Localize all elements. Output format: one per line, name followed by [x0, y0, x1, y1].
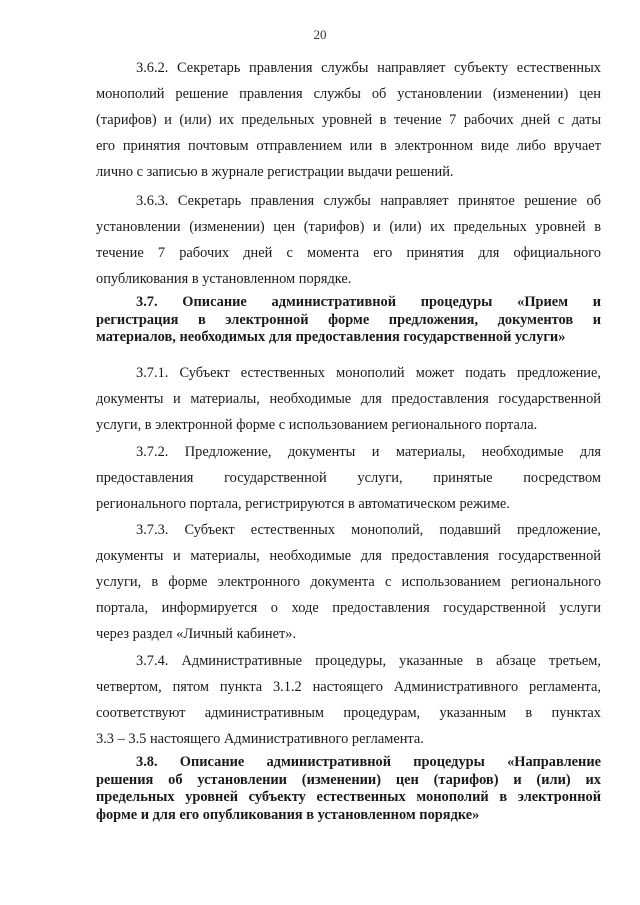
text-line: лично с записью в журнале регистрации выдачи решений.	[96, 164, 454, 180]
heading-line: предельных уровней субъекту естественных монополий в электронной	[96, 789, 601, 805]
text-line: документы и материалы, необходимые для предоставления государственной	[96, 391, 601, 407]
paragraph-3-6-2	[96, 55, 601, 185]
section-heading-3-7	[96, 294, 601, 347]
text-line: установлении (изменении) цен (тарифов) и (или) их предельных уровней в	[96, 219, 601, 235]
paragraph-3-7-2	[96, 439, 601, 517]
text-line: монополий решение правления службы об установлении (изменении) цен	[96, 86, 601, 102]
text-line: течение 7 рабочих дней с момента его принятия для официального	[96, 245, 601, 261]
text-line: услуги, в электронной форме с использованием регионального портала.	[96, 417, 538, 433]
text-line: портала, информируется о ходе предоставления государственной услуги	[96, 600, 601, 616]
text-line: его принятия почтовым отправлением или в электронном виде либо вручает	[96, 138, 601, 154]
text-line: предоставления государственной услуги, принятые посредством	[96, 470, 601, 486]
text-line: 3.3 – 3.5 настоящего Административного регламента.	[96, 731, 424, 747]
paragraph-3-6-3	[96, 188, 601, 292]
text-line: 3.6.3. Секретарь правления службы направляет принятое решение об	[136, 193, 601, 209]
section-heading-3-8	[96, 754, 601, 824]
text-line: 3.6.2. Секретарь правления службы направляет субъекту естественных	[136, 60, 601, 76]
text-line: четвертом, пятом пункта 3.1.2 настоящего Административного регламента,	[96, 679, 601, 695]
heading-line: решения об установлении (изменении) цен (тарифов) и (или) их	[96, 771, 601, 788]
text-line: 3.7.1. Субъект естественных монополий может подать предложение,	[136, 365, 601, 381]
heading-line: 3.8. Описание административной процедуры «Направление	[136, 754, 601, 770]
heading-line: регистрация в электронной форме предложения, документов и	[96, 311, 601, 328]
paragraph-3-7-3	[96, 517, 601, 647]
page-number: 20	[313, 27, 327, 42]
text-line: (тарифов) и (или) их предельных уровней в течение 7 рабочих дней с даты	[96, 112, 601, 128]
text-line: 3.7.2. Предложение, документы и материалы, необходимые для	[136, 444, 601, 460]
text-line: соответствуют административным процедурам, указанным в пунктах	[96, 705, 601, 721]
text-line: 3.7.4. Административные процедуры, указанные в абзаце третьем,	[136, 653, 601, 669]
heading-line: 3.7. Описание административной процедуры «Прием и	[136, 294, 601, 310]
text-line: опубликования в установленном порядке.	[96, 271, 352, 287]
heading-line: форме и для его опубликования в установленном порядке»	[96, 806, 480, 823]
text-line: 3.7.3. Субъект естественных монополий, подавший предложение,	[136, 522, 601, 538]
paragraph-3-7-4	[96, 648, 601, 752]
heading-line: материалов, необходимых для предоставления государственной услуги»	[96, 329, 566, 345]
text-line: регионального портала, регистрируются в автоматическом режиме.	[96, 496, 510, 512]
text-line: документы и материалы, необходимые для предоставления государственной	[96, 548, 601, 564]
paragraph-3-7-1	[96, 360, 601, 438]
text-line: через раздел «Личный кабинет».	[96, 626, 297, 642]
text-line: услуги, в форме электронного документа с использованием регионального	[96, 574, 601, 590]
